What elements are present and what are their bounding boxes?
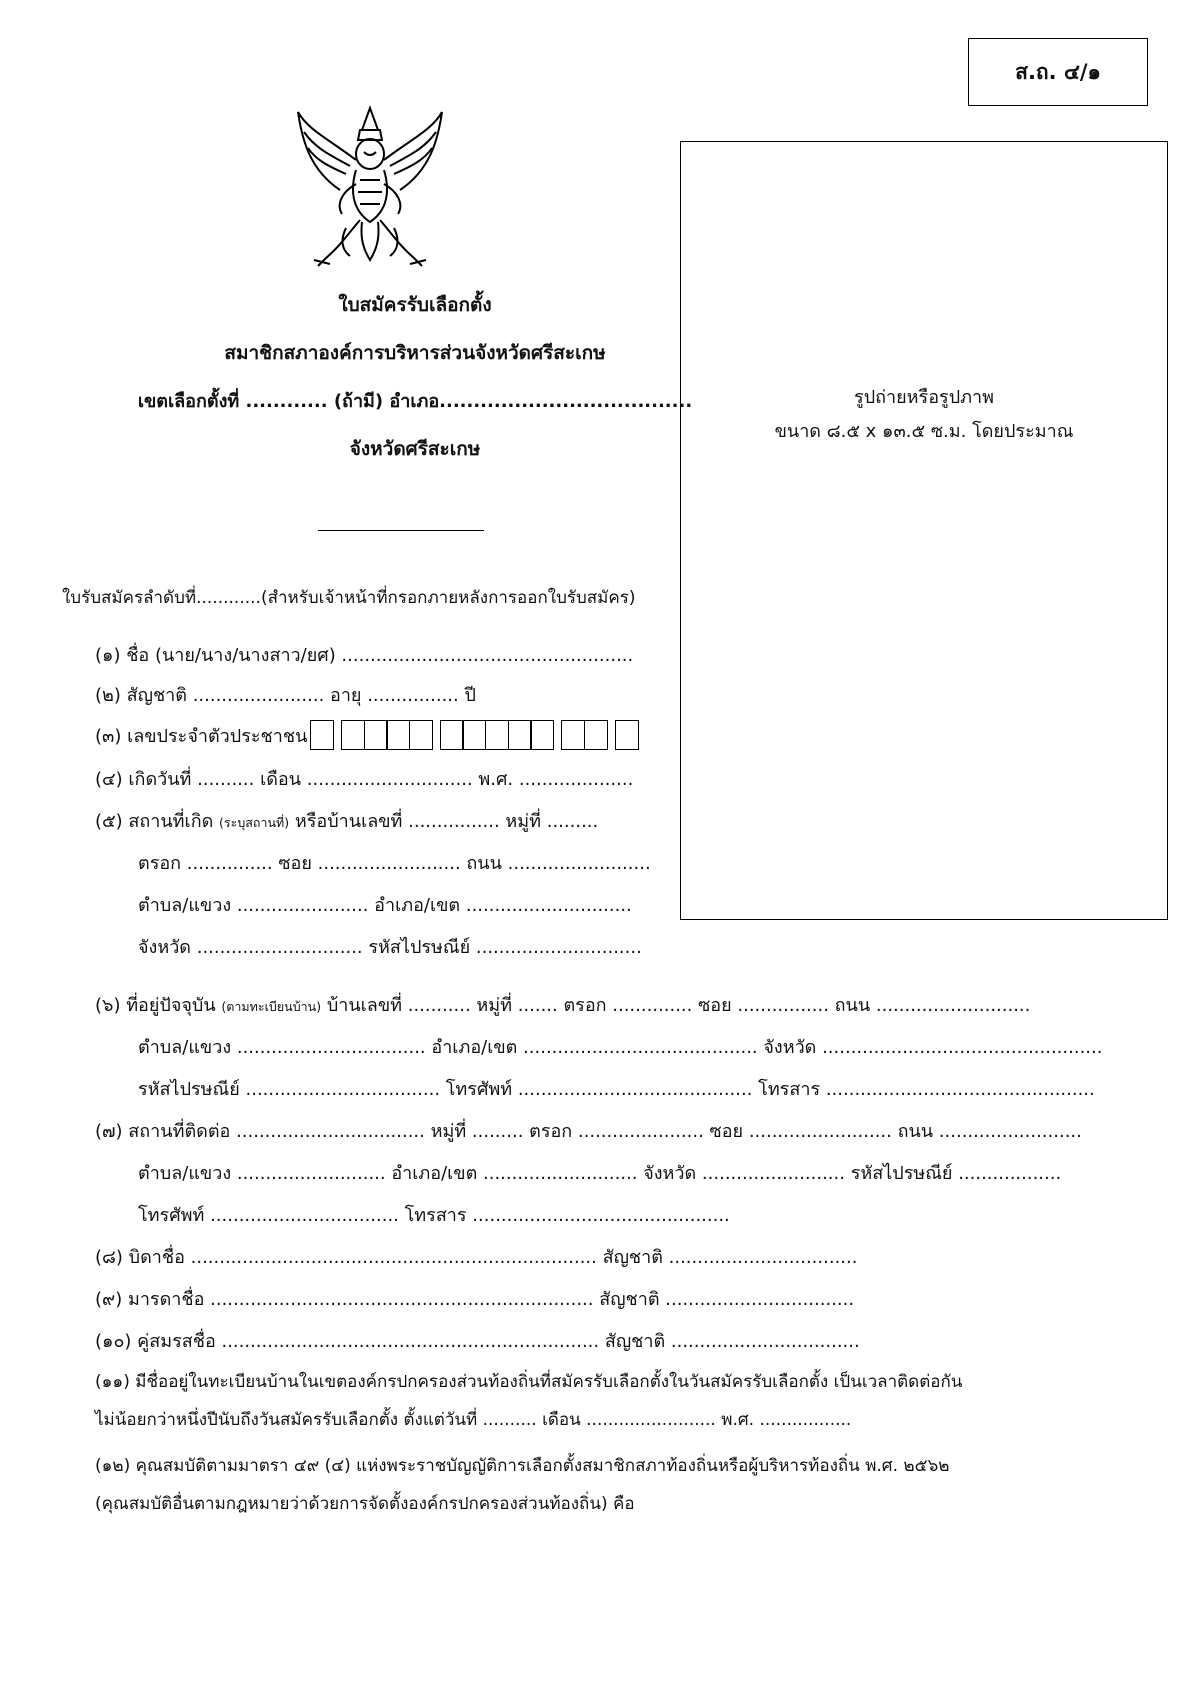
district-line[interactable]: เขตเลือกตั้งที่ ............ (ถ้ามี) อำเภอ..................................... (137, 391, 693, 412)
id-digit-box[interactable] (386, 720, 410, 750)
birthplace-label: (๕) สถานที่เกิด (95, 811, 214, 832)
citizen-id-group-2[interactable] (342, 720, 433, 750)
current-address-contact-field[interactable]: รหัสไปรษณีย์ .................................. โทรศัพท์ ......................................... โทรสาร ............................................... (138, 1079, 1095, 1100)
current-address-field[interactable] (95, 990, 1030, 1019)
id-digit-box[interactable] (341, 720, 365, 750)
mother-name-field[interactable]: (๙) มารดาชื่อ ................................................................... สัญชาติ ................................. (95, 1289, 855, 1310)
birthplace-district-field[interactable]: ตำบล/แขวง ....................... อำเภอ/เขต ............................. (138, 895, 632, 916)
citizen-id-group-3[interactable] (441, 720, 555, 750)
id-digit-box[interactable] (310, 720, 334, 750)
province-line: จังหวัดศรีสะเกษ (349, 438, 481, 460)
contact-address-district-field[interactable]: ตำบล/แขวง .......................... อำเภอ/เขต ........................... จังหวัด ......................... รหัสไปรษณีย์ .................. (138, 1163, 1062, 1184)
qualification-note: (คุณสมบัติอื่นตามกฎหมายว่าด้วยการจัดตั้งองค์กรปกครองส่วนท้องถิ่น) คือ (95, 1494, 635, 1514)
birthplace-hint: (ระบุสถานที่) (219, 815, 290, 830)
id-digit-box[interactable] (409, 720, 433, 750)
current-address-label: (๖) ที่อยู่ปัจจุบัน (95, 995, 216, 1016)
id-digit-box[interactable] (615, 720, 639, 750)
birthplace-province-field[interactable]: จังหวัด ............................. รหัสไปรษณีย์ ............................. (138, 937, 642, 958)
id-digit-box[interactable] (530, 720, 554, 750)
id-digit-box[interactable] (561, 720, 585, 750)
birthplace-field[interactable] (95, 806, 598, 835)
citizen-id-group-4[interactable] (562, 720, 607, 750)
residence-requirement-text: (๑๑) มีชื่ออยู่ในทะเบียนบ้านในเขตองค์กรปกครองส่วนท้องถิ่นที่สมัครรับเลือกตั้งในวันสมัครรับเลือกตั้ง เป็นเวลาติดต่อกัน (95, 1372, 963, 1392)
id-digit-box[interactable] (485, 720, 509, 750)
contact-address-field[interactable]: (๗) สถานที่ติดต่อ ................................. หมู่ที่ ......... ตรอก ...................... ซอย ......................... ถนน ......................... (95, 1121, 1082, 1142)
birthplace-road-field[interactable]: ตรอก ............... ซอย ......................... ถนน ......................... (138, 853, 651, 874)
id-digit-box[interactable] (462, 720, 486, 750)
garuda-emblem-icon (290, 100, 450, 275)
father-name-field[interactable]: (๘) บิดาชื่อ ....................................................................... สัญชาติ ................................. (95, 1247, 858, 1268)
form-title: ใบสมัครรับเลือกตั้ง (338, 294, 492, 316)
birth-date-field[interactable]: (๔) เกิดวันที่ .......... เดือน ............................. พ.ศ. .................... (95, 769, 634, 790)
residence-since-field[interactable]: ไม่น้อยกว่าหนึ่งปีนับถึงวันสมัครรับเลือกตั้ง ตั้งแต่วันที่ .......... เดือน ........................ พ.ศ. ................. (95, 1410, 852, 1430)
garuda-emblem (290, 100, 450, 275)
spouse-name-field[interactable]: (๑๐) คู่สมรสชื่อ .................................................................. สัญชาติ ................................. (95, 1331, 860, 1352)
title-divider (318, 530, 484, 531)
current-address-house-no[interactable]: บ้านเลขที่ ........... หมู่ที่ ....... ตรอก .............. ซอย ................ ถนน ........................... (326, 995, 1031, 1016)
id-digit-box[interactable] (508, 720, 532, 750)
birthplace-house-no[interactable]: หรือบ้านเลขที่ ................ หมู่ที่ ......... (294, 811, 599, 832)
form-subtitle: สมาชิกสภาองค์การบริหารส่วนจังหวัดศรีสะเกษ (224, 342, 606, 364)
id-digit-box[interactable] (440, 720, 464, 750)
current-address-hint: (ตามทะเบียนบ้าน) (221, 999, 322, 1014)
current-address-district-field[interactable]: ตำบล/แขวง ................................. อำเภอ/เขต ......................................... จังหวัด ................................................. (138, 1037, 1103, 1058)
photo-size-note: ขนาด ๘.๕ x ๑๓.๕ ซ.ม. โดยประมาณ (774, 421, 1074, 442)
form-code-box (968, 38, 1148, 106)
citizen-id-group-5[interactable] (616, 720, 639, 750)
name-field[interactable]: (๑) ชื่อ (นาย/นาง/นางสาว/ยศ) ................................................... (95, 645, 634, 666)
citizen-id-field[interactable] (95, 720, 639, 750)
id-digit-box[interactable] (584, 720, 608, 750)
contact-phone-field[interactable]: โทรศัพท์ ................................. โทรสาร ............................................. (138, 1205, 730, 1226)
form-code: ส.ถ. ๔/๑ (1015, 59, 1101, 84)
citizen-id-label: (๓) เลขประจำตัวประชาชน (95, 725, 308, 747)
receipt-number-line[interactable]: ใบรับสมัครลำดับที่............(สำหรับเจ้าหน้าที่กรอกภายหลังการออกใบรับสมัคร) (62, 588, 636, 608)
nationality-age-field[interactable]: (๒) สัญชาติ ....................... อายุ ................ ปี (95, 685, 476, 706)
qualification-text: (๑๒) คุณสมบัติตามมาตรา ๔๙ (๔) แห่งพระราชบัญญัติการเลือกตั้งสมาชิกสภาท้องถิ่นหรือผู้บริหารท้องถิ่น พ.ศ. ๒๕๖๒ (95, 1456, 950, 1476)
id-digit-box[interactable] (364, 720, 388, 750)
citizen-id-group-1[interactable] (311, 720, 334, 750)
photo-caption: รูปถ่ายหรือรูปภาพ (854, 387, 994, 408)
photo-box[interactable] (680, 141, 1168, 920)
